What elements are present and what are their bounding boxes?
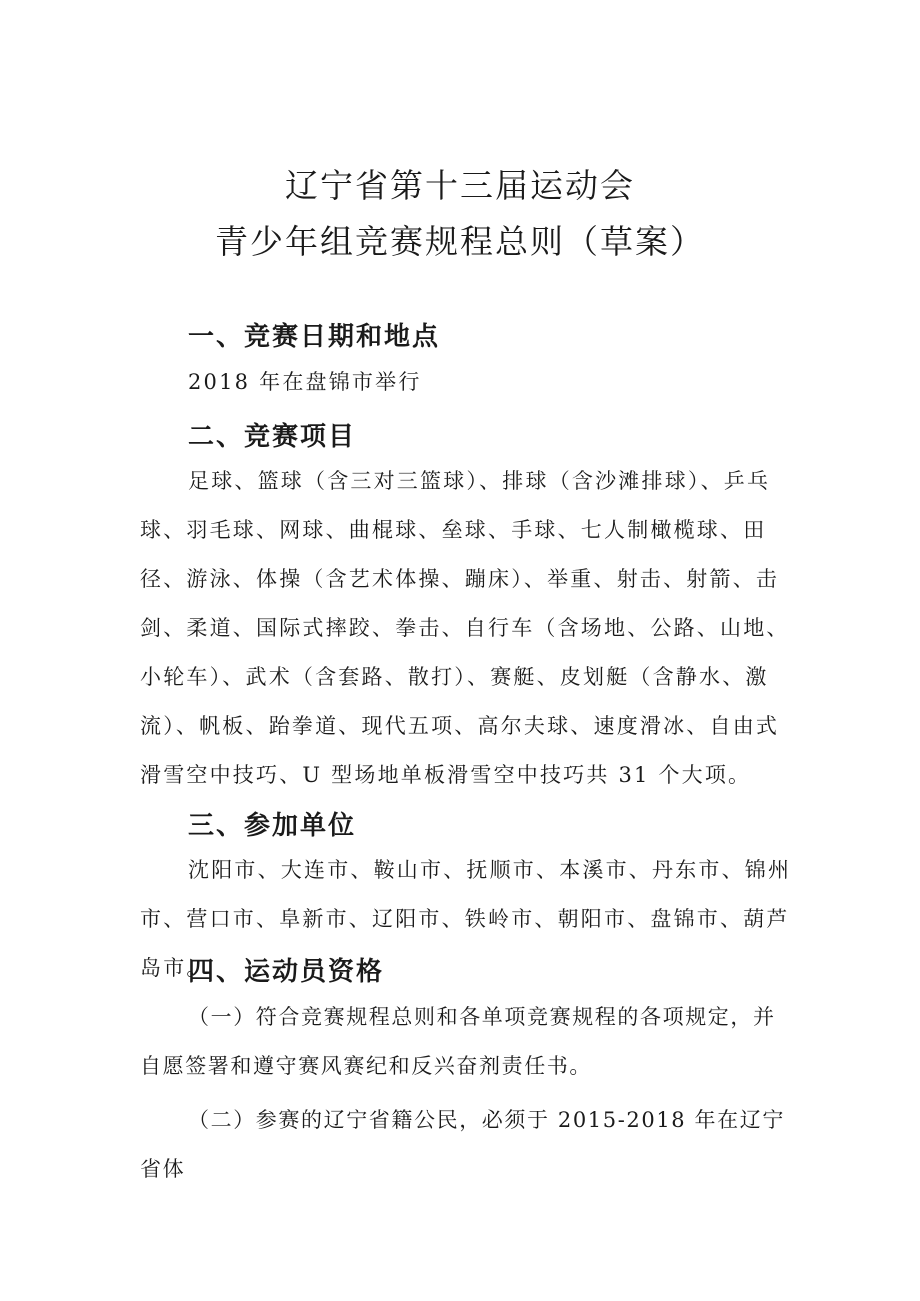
section-heading-units: 三、参加单位 bbox=[188, 811, 357, 841]
section-heading-dates: 一、竞赛日期和地点 bbox=[188, 322, 441, 352]
document-title-line1: 辽宁省第十三届运动会 bbox=[285, 166, 635, 205]
document-title-line2: 青少年组竞赛规程总则（草案） bbox=[215, 222, 705, 261]
section-body-events: 足球、篮球（含三对三篮球）、排球（含沙滩排球）、乒乓球、羽毛球、网球、曲棍球、垒球、手球、七人制橄榄球、田径、游泳、体操（含艺术体操、蹦床）、举重、射击、射箭、击剑、柔道、国际式摔跤、拳击、自行车（含场地、公路、山地、小轮车）、武术（含套路、散打）、赛艇、皮划艇（含静水、激流）、帆板、跆拳道、现代五项、高尔夫球、速度滑冰、自由式滑雪空中技巧、U 型场地单板滑雪空中技巧共 31 个大项。 bbox=[140, 469, 790, 787]
section-heading-eligibility: 四、运动员资格 bbox=[188, 957, 385, 987]
eligibility-item-2: （二）参赛的辽宁省籍公民，必须于 2015-2018 年在辽宁省体 bbox=[140, 1108, 785, 1181]
section-heading-events: 二、竞赛项目 bbox=[188, 422, 357, 452]
section-body-dates: 2018 年在盘锦市举行 bbox=[188, 370, 422, 394]
section-body-units: 沈阳市、大连市、鞍山市、抚顺市、本溪市、丹东市、锦州市、营口市、阜新市、辽阳市、铁岭市、朝阳市、盘锦市、葫芦岛市。 bbox=[140, 858, 792, 980]
eligibility-item-1: （一）符合竞赛规程总则和各单项竞赛规程的各项规定，并自愿签署和遵守赛风赛纪和反兴奋剂责任书。 bbox=[140, 1005, 776, 1078]
